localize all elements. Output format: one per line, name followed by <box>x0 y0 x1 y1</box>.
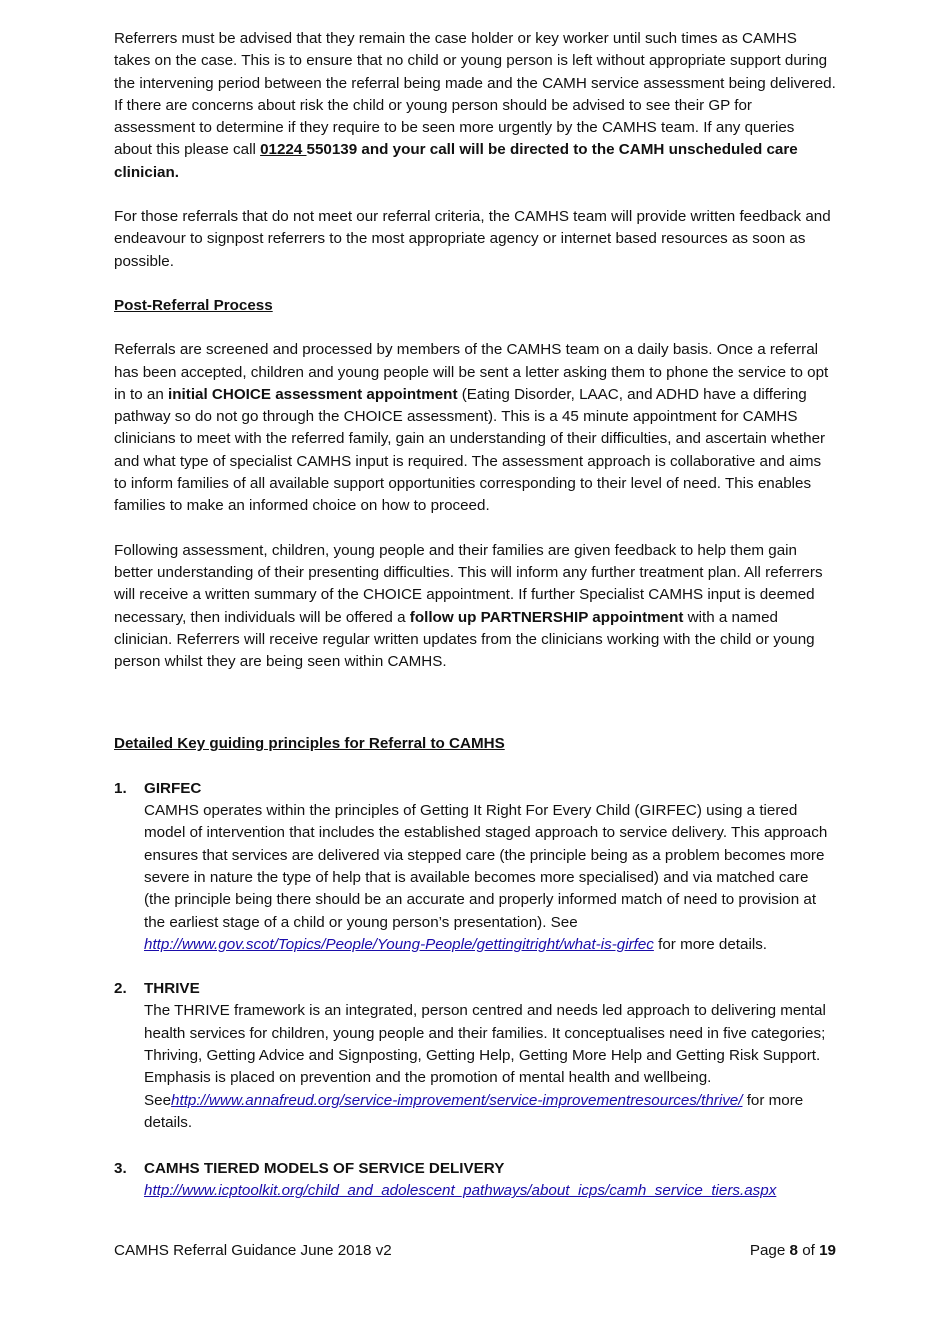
girfec-link[interactable]: http://www.gov.scot/Topics/People/Young-People/gettingitright/what-is-girfec <box>144 935 654 953</box>
thrive-link[interactable]: http://www.annafreud.org/service-improvement/service-improvementresources/thrive/ <box>171 1091 743 1109</box>
camhs-tiers-link[interactable]: http://www.icptoolkit.org/child_and_adolescent_pathways/about_icps/camh_service_tiers.aspx <box>144 1182 777 1200</box>
post-referral-heading: Post-Referral Process <box>114 296 273 314</box>
intro-paragraph-1: Referrers must be advised that they remain the case holder or key worker until such times as CAMHS takes on the case. This is to ensure that no child or young person is left without appropriate support during the intervening period between the referral being made and the CAMH service assessment being delivered. If there are concerns about risk the child or young person should be advised to see their GP for assessment to determine if they require to be seen more urgently by the CAMHS team. If any queries about this please call 01224 550139 and your call will be directed to the CAMH unscheduled care clinician. <box>114 30 836 181</box>
principle-item-thrive: 2. THRIVE The THRIVE framework is an integrated, person centred and needs led approach to delivering mental health services for children, young people and their families. It conceptualises need in five categories; Thriving, Getting Advice and Signposting, Getting Help, Getting More Help and Getting Risk Support. Emphasis is placed on prevention and the promotion of mental health and wellbeing. Seehttp://www.annafreud.org/service-improvement/service-improvementresources/thrive/ for more details. <box>114 980 826 1131</box>
principles-heading: Detailed Key guiding principles for Referral to CAMHS <box>114 735 505 753</box>
post-referral-paragraph-1: Referrals are screened and processed by members of the CAMHS team on a daily basis. Once a referral has been accepted, children and young people will be sent a letter asking them to phone the service to opt in to an initial CHOICE assessment appointment (Eating Disorder, LAAC, and ADHD have a differing pathway so do not go through the CHOICE assessment). This is a 45 minute appointment for CAMHS clinicians to meet with the referred family, gain an understanding of their difficulties, and ascertain whether and what type of specialist CAMHS input is required. The assessment approach is collaborative and aims to inform families of all available support opportunities corresponding to their level of need. This enables families to make an informed choice on how to proceed. <box>114 341 829 515</box>
phone-number: 01224 550139 and your call will be directed to the CAMH unscheduled care clinician. <box>114 141 798 181</box>
intro-paragraph-2: For those referrals that do not meet our referral criteria, the CAMHS team will provide written feedback and endeavour to signpost referrers to the most appropriate agency or internet based resources as soon as possible. <box>114 208 831 270</box>
page-number: Page 8 of 19 <box>749 1242 836 1259</box>
principle-item-girfec: 1. GIRFEC CAMHS operates within the principles of Getting It Right For Every Child (GIRFEC) using a tiered model of intervention that includes the established staged approach to service delivery. This approach ensures that services are delivered via stepped care (the principle being as a problem becomes more severe in nature the type of help that is available becomes more specialised) and via matched care (the principle being there should be an accurate and properly informed match of need to provision at the earliest stage of a child or young person’s presentation). See http://www.gov.scot/Topics/People/Young-People/gettingitright/what-is-girfec for more details. <box>114 779 828 953</box>
footer-document-title: CAMHS Referral Guidance June 2018 v2 <box>114 1242 392 1259</box>
principle-item-camhs-tiers: 3. CAMHS TIERED MODELS OF SERVICE DELIVERY http://www.icptoolkit.org/child_and_adolescent_pathways/about_icps/camh_service_tiers.aspx <box>114 1160 777 1200</box>
page-footer <box>114 1240 836 1262</box>
document-page <box>114 28 836 1203</box>
post-referral-paragraph-2: Following assessment, children, young people and their families are given feedback to help them gain better understanding of their presenting difficulties. This will inform any further treatment plan. All referrers will receive a written summary of the CHOICE appointment. If further Specialist CAMHS input is deemed necessary, then individuals will be offered a follow up PARTNERSHIP appointment with a named clinician. Referrers will receive regular written updates from the clinicians working with the child or young person whilst they are being seen within CAMHS. <box>114 541 823 671</box>
